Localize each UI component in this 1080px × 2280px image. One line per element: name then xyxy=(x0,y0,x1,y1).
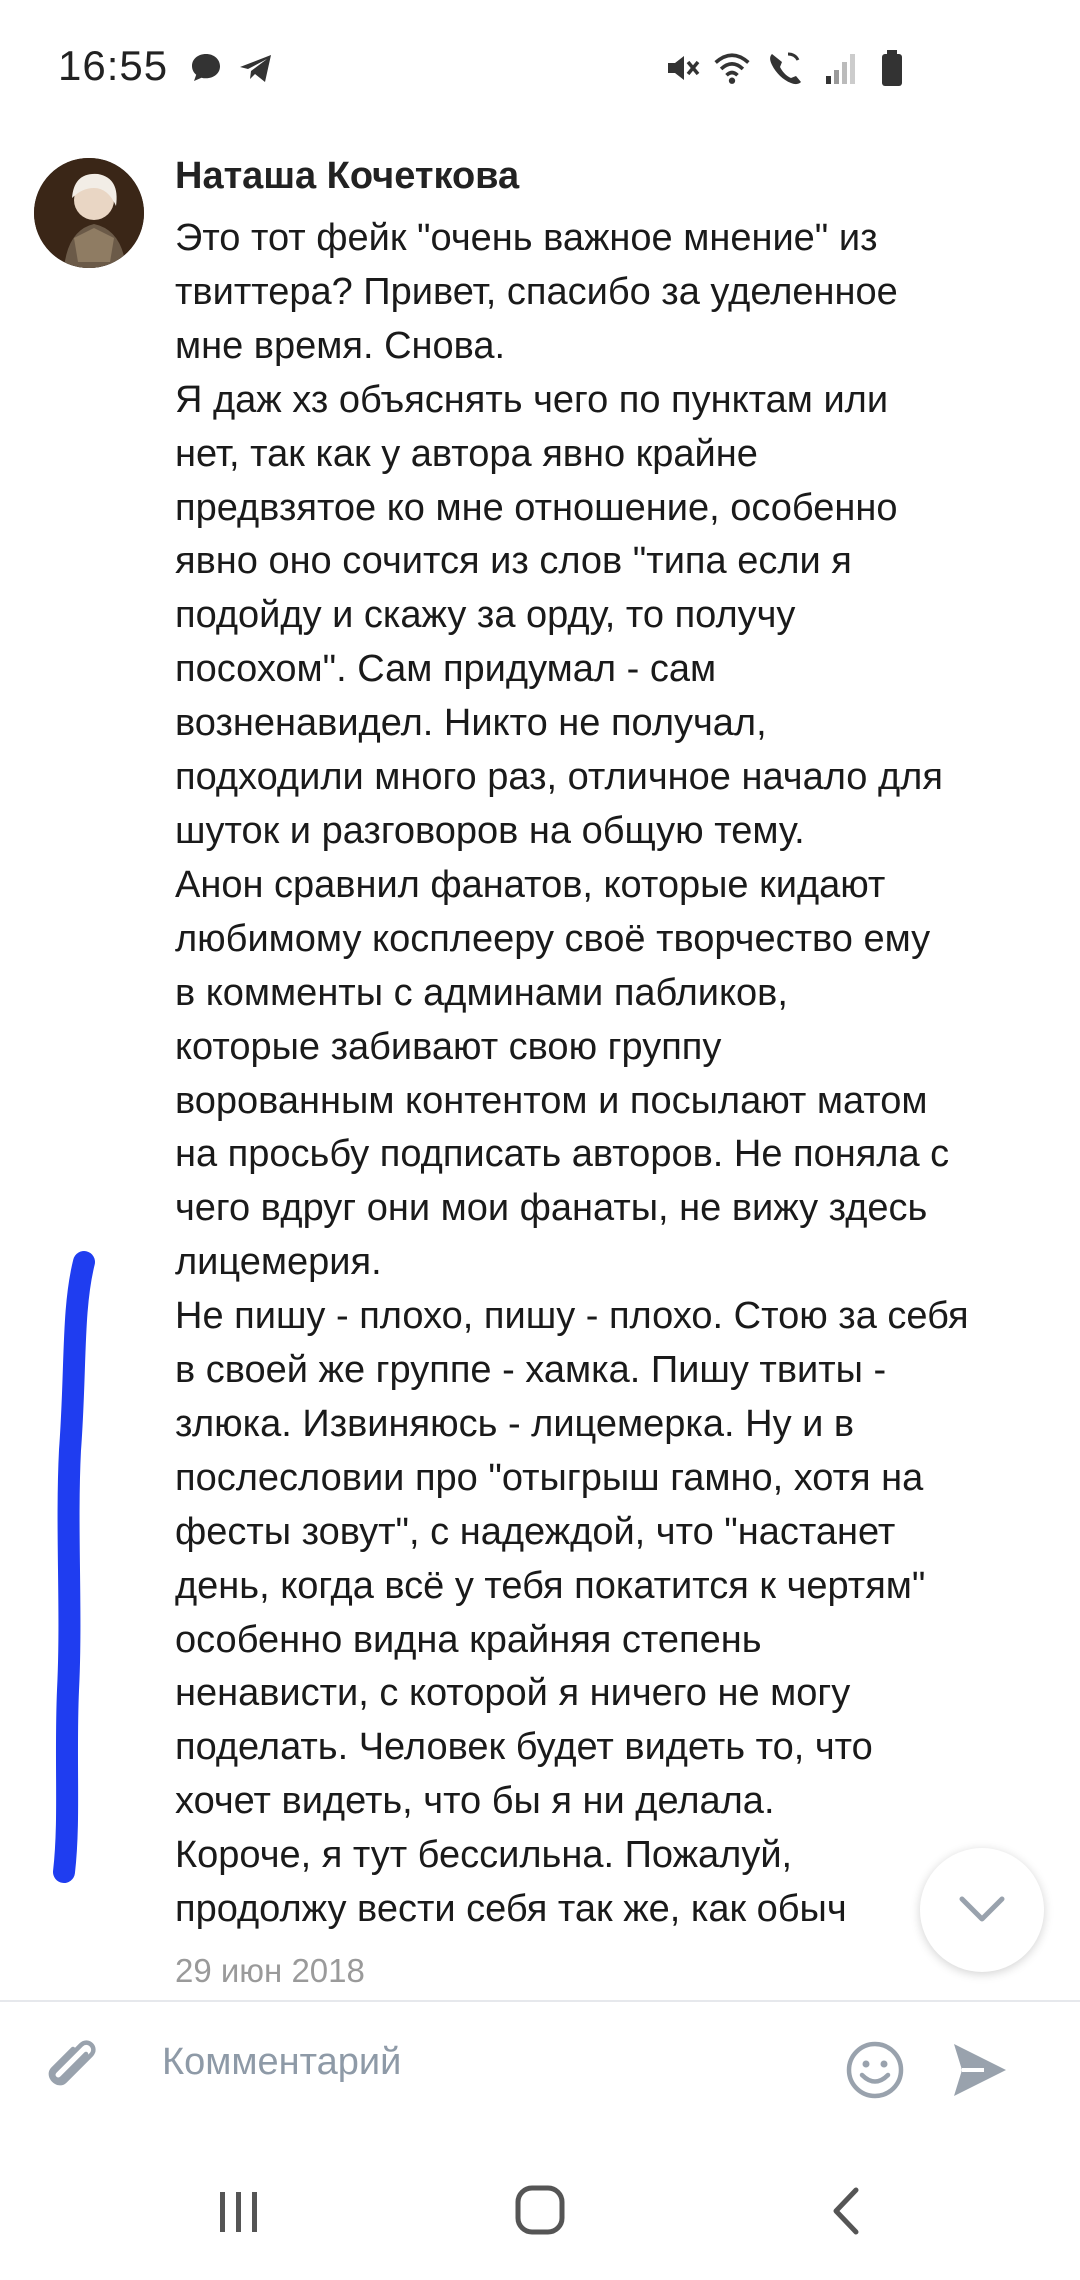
chevron-down-icon xyxy=(957,1891,1007,1929)
mute-icon xyxy=(662,48,702,88)
comment-paragraph: Анон сравнил фанатов, которые кидают любимому косплееру своё творчество ему в комменты с админами пабликов, которые забивают свою группу ворованным контентом и посылают матом на просьбу подписать авторов. Не поняла с чего вдруг они мои фанаты, не вижу здесь лицемерия. xyxy=(175,863,950,1284)
status-bar xyxy=(0,0,1080,140)
comment-date: 29 июн 2018 xyxy=(175,1952,365,1989)
avatar[interactable] xyxy=(34,158,144,268)
avatar-image xyxy=(34,158,144,268)
status-time: 16:55 xyxy=(58,42,169,89)
wifi-icon xyxy=(712,48,752,88)
chat-bubble-icon xyxy=(186,48,226,88)
blue-marker-line xyxy=(50,1250,110,1890)
battery-icon xyxy=(872,48,912,88)
signal-icon xyxy=(822,48,862,88)
recent-apps-button[interactable] xyxy=(214,2188,264,2236)
send-icon[interactable] xyxy=(948,2038,1012,2102)
emoji-icon[interactable] xyxy=(845,2040,905,2100)
comment-paragraph: Это тот фейк "очень важное мнение" из твиттера? Привет, спасибо за уделенное мне время. Снова. xyxy=(175,217,898,367)
attach-icon[interactable] xyxy=(38,2032,108,2102)
wifi-call-icon xyxy=(764,48,804,88)
telegram-icon xyxy=(236,48,276,88)
comment-composer xyxy=(0,2000,1080,2142)
comment-paragraph: Не пишу - плохо, пишу - плохо. Стою за себя в своей же группе - хамка. Пишу твиты - злюка. Извиняюсь - лицемерка. Ну и в послесловии про "отыгрыш гамно, хотя на фесты зовут", с надеждой, что "настанет день, когда всё у тебя покатится к чертям" особенно видна крайняя степень ненависти, с которой я ничего не могу поделать. Человек будет видеть то, что хочет видеть, что бы я ни делала. xyxy=(175,1295,969,1823)
comment-input[interactable] xyxy=(160,2040,804,2085)
author-name[interactable]: Наташа Кочеткова xyxy=(175,155,520,197)
comment-text xyxy=(175,212,1055,1937)
home-button[interactable] xyxy=(514,2184,566,2236)
navigation-bar xyxy=(0,2140,1080,2280)
scroll-down-button[interactable] xyxy=(920,1848,1044,1972)
comment-paragraph: Короче, я тут бессильна. Пожалуй, продолжу вести себя так же, как обыч xyxy=(175,1834,847,1931)
back-button[interactable] xyxy=(826,2186,866,2236)
comment-paragraph: Я даж хз объяснять чего по пунктам или нет, так как у автора явно крайне предвзятое ко мне отношение, особенно явно оно сочится из слов "типа если я подойду и скажу за орду, то получу посохом". Сам придумал - сам возненавидел. Никто не получал, подходили много раз, отличное начало для шуток и разговоров на общую тему. xyxy=(175,378,943,852)
